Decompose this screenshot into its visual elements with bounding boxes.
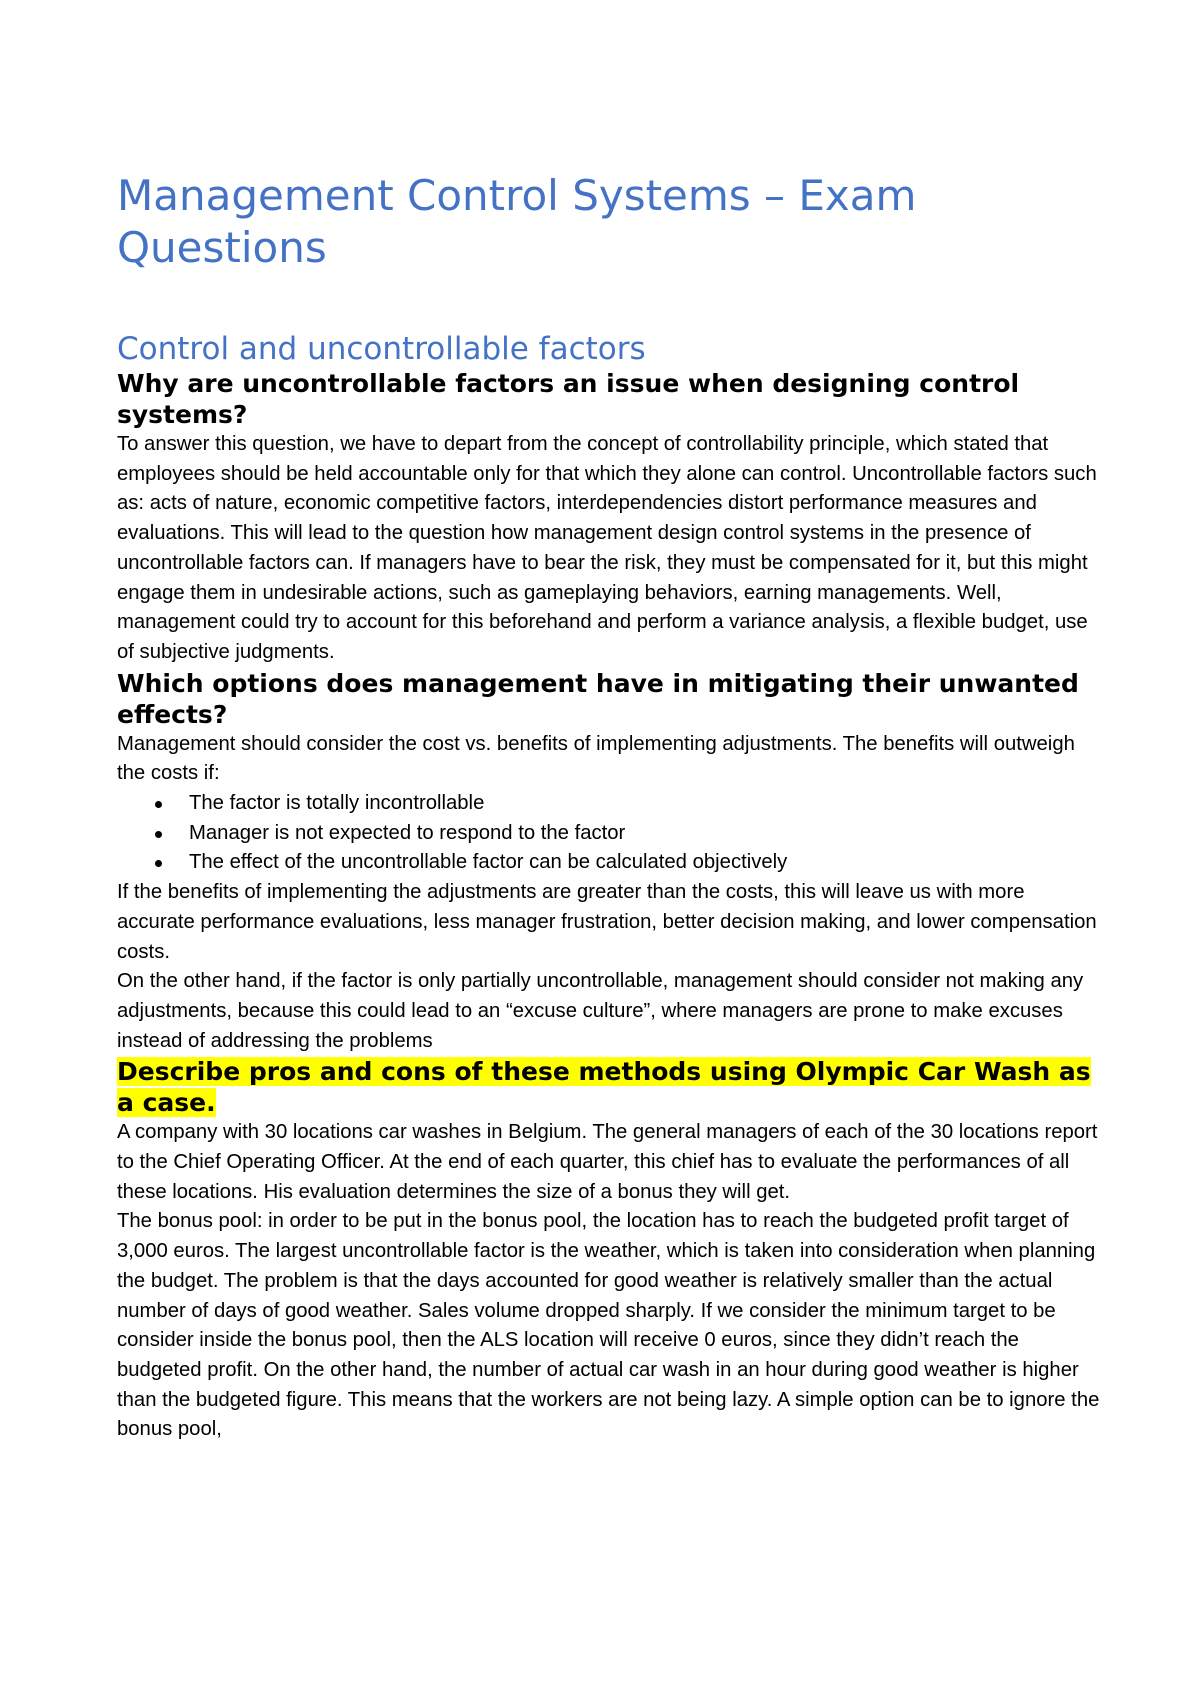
list-item-text: Manager is not expected to respond to the factor bbox=[189, 821, 626, 844]
list-item bbox=[117, 819, 1102, 849]
list-item bbox=[117, 789, 1102, 819]
answer-mitigation-intro: Management should consider the cost vs. benefits of implementing adjustments. The benefits will outweigh the costs if: bbox=[117, 732, 1075, 785]
bullet-icon bbox=[155, 801, 162, 808]
answer-uncontrollable-factors-issue: To answer this question, we have to depart from the concept of controllability principle, which stated that employees should be held accountable only for that which they alone can control. Uncontrollable factors such as: acts of nature, economic competitive factors, interdependencies distort performance measures and evaluations. This will lead to the question how management design control systems in the presence of uncontrollable factors can. If managers have to bear the risk, they must be compensated for it, but this might engage them in undesirable actions, such as gameplaying behaviors, earning managements. Well, management could try to account for this beforehand and perform a variance analysis, a flexible budget, use of subjective judgments. bbox=[117, 433, 1097, 663]
list-item bbox=[117, 848, 1102, 878]
question-uncontrollable-factors-issue: Why are uncontrollable factors an issue when designing control systems? bbox=[117, 369, 1020, 429]
document-title: Management Control Systems – Exam Questions bbox=[117, 171, 917, 272]
bullet-icon bbox=[155, 860, 162, 867]
bullet-icon bbox=[155, 831, 162, 838]
answer-olympic-car-wash-intro: A company with 30 locations car washes in Belgium. The general managers of each of the 30 locations report to the Chief Operating Officer. At the end of each quarter, this chief has to evaluate the performances of all these locations. His evaluation determines the size of a bonus they will get. bbox=[117, 1121, 1098, 1203]
question-mitigation-options: Which options does management have in mitigating their unwanted effects? bbox=[117, 668, 1079, 729]
list-item-text: The factor is totally incontrollable bbox=[189, 792, 485, 815]
highlighted-question-text: Describe pros and cons of these methods using Olympic Car Wash as a case. bbox=[117, 1057, 1091, 1118]
section-heading: Control and uncontrollable factors bbox=[117, 331, 646, 367]
list-item-text: The effect of the uncontrollable factor can be calculated objectively bbox=[189, 851, 788, 874]
answer-mitigation-benefits: If the benefits of implementing the adjustments are greater than the costs, this will leave us with more accurate performance evaluations, less manager frustration, better decision making, and lower compensation costs. bbox=[117, 881, 1097, 963]
answer-mitigation-excuse-culture: On the other hand, if the factor is only partially uncontrollable, management should consider not making any adjustments, because this could lead to an “excuse culture”, where managers are prone to make excuses instead of addressing the problems bbox=[117, 970, 1084, 1052]
document-body bbox=[117, 330, 1102, 1445]
question-olympic-car-wash bbox=[117, 1056, 1102, 1118]
mitigation-conditions-list bbox=[117, 789, 1102, 878]
answer-olympic-car-wash-bonus-pool: The bonus pool: in order to be put in the bonus pool, the location has to reach the budgeted profit target of 3,000 euros. The largest uncontrollable factor is the weather, which is taken into consideration when planning the budget. The problem is that the days accounted for good weather is relatively smaller than the actual number of days of good weather. Sales volume dropped sharply. If we consider the minimum target to be consider inside the bonus pool, then the ALS location will receive 0 euros, since they didn’t reach the budgeted profit. On the other hand, the number of actual car wash in an hour during good weather is higher than the budgeted figure. This means that the workers are not being lazy. A simple option can be to ignore the bonus pool, bbox=[117, 1210, 1100, 1441]
